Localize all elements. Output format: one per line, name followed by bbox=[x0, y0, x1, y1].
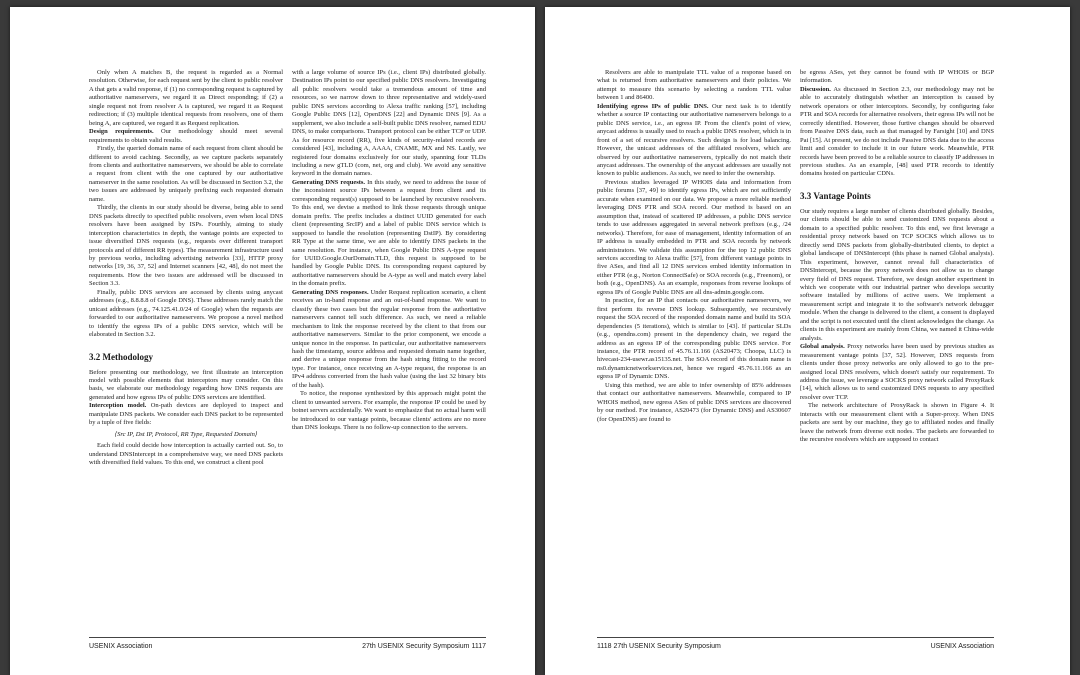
body-paragraph bbox=[597, 297, 791, 382]
footer-left-text: 1118 27th USENIX Security Symposium bbox=[597, 643, 721, 650]
paragraph-text: Proxy networks have been used by previous studies as measurement vantage points [37, 52]. However, DNS requests from clients under those proxy networks are only allowed to go to the pre-assigned local DNS resolvers, which doesn't satisfy our requirement. To address the issue, we leverage a SOCKS proxy network called ProxyRack [14], which allows us to send customized DNS requests to any specified resolver over TCP. bbox=[800, 343, 994, 401]
paragraph-text: Only when A matches B, the request is regarded as a Normal resolution. Otherwise, for each request sent by the client to public resolver A that gets a valid response, if (1) no corresponding request is captured by authoritative nameservers, we regard it as Direct responding; if (2) a single request not from resolver A is captured, we regard it as Request redirection; if (3) multiple identical requests from resolvers, one of them being A, are captured, we regard it as Request replication. bbox=[89, 69, 283, 127]
paragraph-text: be egress ASes, yet they cannot be found with IP WHOIS or BGP information. bbox=[800, 69, 994, 85]
run-in-heading: Design requirements. bbox=[89, 128, 154, 136]
paragraph-text: As discussed in Section 2.3, our methodology may not be able to accurately distinguish whether an interception is caused by network operators or other interceptors. Secondly, by configuring fake PTR and SOA records for alternative resolvers, their egress IPs will not be correctly identified. However, those furtive changes should be observed from Passive DNS data, such as that managed by Farsight [10] and DNS Pai [15]. At present, we do not include Passive DNS data due to the access limit and consider to include it in our future work. Meanwhile, PTR records have been proved to be a reliable source to classify IP addresses in previous studies. As an example, [48] used PTR records to identify domains hosted on particular CDNs. bbox=[800, 85, 994, 178]
body-paragraph bbox=[89, 369, 283, 403]
run-in-heading: Generating DNS responses. bbox=[292, 288, 369, 296]
body-paragraph bbox=[89, 128, 283, 145]
body-paragraph bbox=[292, 390, 486, 432]
body-paragraph bbox=[89, 442, 283, 467]
paragraph-text: In this study, we need to address the issue of the inconsistent source IPs between a request from client and its corresponding request(s) supposed to be launched by recursive resolvers. To this end, we devise a method to link those requests through unique domain prefix. The prefix includes a distinct UUID generated for each client (representing SrcIP) and a label of public DNS service which is supposed to handle the resolution (representing DstIP). By considering RR Type at the same time, we are able to identify DNS packets in the same resolution. For instance, when Google Public DNS A-type request for UUID.Google.OurDomain.TLD, this request is supposed to be handled by Google Public DNS. Its corresponding request captured by authoritative nameservers should be A-type as well and match every label in the domain prefix. bbox=[292, 178, 487, 288]
paragraph-text: Under Request replication scenario, a client receives an in-band response and an out-of-band response. We want to classify these two cases but the regular response from the authoritative nameservers cannot tell such difference. As such, we need a reliable mechanism to link the response received by the client to that from our authoritative nameservers. Similar to the prior component, we encode a unique nonce in the response. In particular, our authoritative nameservers hash the timestamp, source address and requested domain name together, and derive a unique response from the hash string fitting to the record type. For instance, once receiving an A-type request, the response is an IPv4 address converted from the hash value (using the last 32 binary bits of the hash). bbox=[292, 288, 486, 389]
body-paragraph bbox=[800, 86, 994, 179]
paragraph-text: Using this method, we are able to infer ownership of 85% addresses that contact our authoritative nameservers. Meanwhile, compared to IP WHOIS method, new egress ASes of public DNS services are discovered by our method. For instance, AS20473 (for Dynamic DNS) and AS30607 (for OpenDNS) are found to bbox=[597, 381, 791, 423]
body-paragraph bbox=[89, 289, 283, 340]
tuple-formula: ⟨Src IP, Dst IP, Protocol, RR Type, Requested Domain⟩ bbox=[114, 430, 258, 438]
paragraph-text: Previous studies leveraged IP WHOIS data and information from public forums [37, 49] to identify egress IPs, which are not sufficiently accurate when examined on our data. We propose a more reliable method leveraging DNS PTR and SOA record. Our method is based on an assumption that, instead of scattered IP addresses, a public DNS service tends to use addresses aggregated in several network prefixes (e.g., /24 networks). Therefore, for ease of management, identity information of an IP address is usually embedded in PTR and SOA records by network administrators. We validate this assumption for the top 12 public DNS services according to Alexa traffic [57], from different vantage points in five ASes, and find all 12 DNS services embed identity information in either PTR (e.g., Norton ConnectSafe) or SOA records (e.g., Freenom), or both (e.g., OpenDNS). As an example, responses from reverse lookups of egress IPs of Google Public DNS are all dns-admin.google.com. bbox=[597, 178, 791, 296]
body-paragraph bbox=[597, 179, 791, 297]
paragraph-text: Each field could decide how interception is actually carried out. So, to understand DNSIntercept in a comprehensive way, we need DNS packets with diversified field values. To this end, we construct a client pool bbox=[89, 442, 283, 467]
right-page-column-1 bbox=[597, 69, 791, 424]
left-page-footer bbox=[89, 637, 486, 650]
paragraph-text: To notice, the response synthesized by this approach might point the client to unwanted servers. For example, the response IP could be used by botnet servers accidentally. We want to emphasize that no actual harm will be introduced to our vantage points, because clients' actions are no more than DNS lookups. There is no follow-up connection to the servers. bbox=[292, 390, 486, 432]
paragraph-text: On-path devices are deployed to inspect and manipulate DNS packets. We consider each DNS packet to be represented by a tuple of five fields: bbox=[89, 402, 284, 427]
body-paragraph bbox=[89, 145, 283, 204]
paragraph-text: Our study requires a large number of clients distributed globally. Besides, our clients should be able to send customized DNS requests about a domain to a specified public resolver. To this end, we first leverage a residential proxy network based on TCP SOCKS which allows us to directly send DNS packets from globally-distributed clients, to depict a global landscape of DNSIntercept (this phase is named Global analysis). This experiment, however, cannot reveal full characteristics of DNSIntercept, because the proxy network does not allow us to change every field of DNS request. Therefore, we design another experiment in which we cooperate with our industrial partner who develops security software installed by millions of active users. We implement a measurement script and integrate it to the software's network debugger module. When the change is delivered to the client, a consent is displayed and the script is not executed until the client acknowledges the change. As clients in this experiment are mainly from China, we named it China-wide analysis. bbox=[800, 207, 994, 342]
body-paragraph bbox=[800, 69, 994, 86]
paragraph-text: Firstly, the queried domain name of each request from client should be different to avoid caching. Secondly, as we capture packets separately from clients and authoritative nameservers, we should be able to correlate a request from client with the one captured by our authoritative nameserver in the same resolution. As will be discussed in Section 3.2, the two issues are addressed by uniquely prefixing each requested domain name. bbox=[89, 145, 283, 203]
run-in-heading: Global analysis. bbox=[800, 343, 845, 351]
body-paragraph bbox=[89, 402, 283, 427]
body-paragraph bbox=[597, 382, 791, 424]
footer-right-text: USENIX Association bbox=[930, 643, 994, 650]
body-paragraph bbox=[89, 204, 283, 289]
paragraph-text: Before presenting our methodology, we first illustrate an interception model with possible elements that interceptors may consider. On this basis, we elaborate our methodology regarding how DNS requests are generated and how egress IPs of public DNS services are identified. bbox=[89, 368, 283, 401]
left-page-column-2 bbox=[292, 69, 486, 432]
paragraph-text: Our next task is to identify whether a source IP contacting our authoritative nameservers belongs to a public DNS service, i.e., an egress IP. From the client's point of view, anycast address is usually used to reach a public DNS resolver, which is in front of a set of recursive resolvers. Such design is for load balancing. However, the unicast addresses of the affiliated resolvers, which are observed by our authoritative nameservers, typically do not match their anycast addresses. The ownership of the anycast addresses are usually not known to public audiences. As such, we need to infer the ownership. bbox=[597, 102, 791, 178]
body-paragraph bbox=[800, 402, 994, 444]
paragraph-text: Finally, public DNS services are accessed by clients using anycast addresses (e.g., 8.8.8.8 of Google DNS). These addresses rarely match the unicast addresses (e.g., 74.125.41.0/24 of Google) when the requests are forwarded to our authoritative nameservers. We propose a novel method to identify the egress IPs of a public DNS service, which will be elaborated in Section 3.2. bbox=[89, 288, 283, 339]
run-in-heading: Interception model. bbox=[89, 402, 147, 410]
right-page-footer bbox=[597, 637, 994, 650]
run-in-heading: Generating DNS requests. bbox=[292, 178, 366, 186]
paragraph-text: The network architecture of ProxyRack is shown in Figure 4. It interacts with our measurement client with a Super-proxy. When DNS packets are sent by our machine, they go to affiliated nodes and finally leave the network from diverse exit nodes. The packets are forwarded to the recursive resolvers which are supposed to contact bbox=[800, 402, 994, 444]
run-in-heading: Discussion. bbox=[800, 85, 831, 93]
left-page bbox=[10, 7, 535, 675]
body-paragraph bbox=[89, 69, 283, 128]
body-paragraph bbox=[292, 289, 486, 390]
footer-right-text: 27th USENIX Security Symposium 1117 bbox=[362, 643, 486, 650]
section-heading: 3.2 Methodology bbox=[89, 351, 153, 362]
right-page bbox=[545, 7, 1070, 675]
paragraph-text: Our methodology should meet several requirements to obtain valid results. bbox=[89, 128, 283, 144]
body-paragraph bbox=[597, 69, 791, 103]
paragraph-text: with a large volume of source IPs (i.e., client IPs) distributed globally. Destination IPs point to our specified public DNS resolvers. Investigating all public resolvers would take a tremendous amount of time and resources, so we narrow down to three representative and widely-used public DNS services according to Alexa traffic ranking [57], including Google Public DNS [12], OpenDNS [22] and Dynamic DNS [9]. As a supplement, we also include a self-built public DNS resolver, named EDU DNS, to make comparisons. Transport protocol can be either TCP or UDP. As for resource record (RR), five kinds of security-related records are considered [43], including A, AAAA, CNAME, MX and NS. Lastly, we registered four domains exclusively for our study, spanning four TLDs including a new gTLD (com, net, org and club). We avoid any sensitive keyword in the domain names. bbox=[292, 69, 486, 178]
section-heading: 3.3 Vantage Points bbox=[800, 190, 871, 201]
right-page-column-2 bbox=[800, 69, 994, 445]
body-paragraph bbox=[597, 103, 791, 179]
run-in-heading: Identifying egress IPs of public DNS. bbox=[597, 102, 709, 110]
body-paragraph bbox=[292, 179, 486, 289]
body-paragraph bbox=[800, 208, 994, 343]
footer-left-text: USENIX Association bbox=[89, 643, 153, 650]
body-paragraph bbox=[292, 69, 486, 179]
paragraph-text: Thirdly, the clients in our study should be diverse, being able to send DNS packets directly to specified public resolvers, even when local DNS resolvers have been assigned by ISPs. Fourthly, aiming to study interception characteristics in depth, the vantage points are expected to issue diversified DNS requests (e.g., requests over different transport protocols and of different RR types). The measurement infrastructure used by previous works, including advertising networks [33], HTTP proxy networks [19, 36, 37, 52] and Internet scanners [42, 48], do not meet the requirements. How the two issues are addressed will be discussed in Section 3.3. bbox=[89, 204, 283, 288]
paragraph-text: In practice, for an IP that contacts our authoritative nameservers, we first perform its reverse DNS lookup. Subsequently, we recursively request the SOA record of the responded domain name and build its SOA dependencies (5 iterations), which is similar to [43]. If particular SLDs (e.g., opendns.com) present in the dependency chain, we regard the address as an egress IP of the corresponding public DNS service. For instance, the PTR record of 45.76.11.166 (AS20473; Choopa, LLC) is hivecast-234-usewr.as15135.net. The SOA record of this domain name is ns0.dynamicnetworkservices.net, hence we regard 45.76.11.166 as an egress IP of Dynamic DNS. bbox=[597, 297, 791, 381]
body-paragraph bbox=[800, 343, 994, 402]
left-page-column-1 bbox=[89, 69, 283, 467]
paragraph-text: Resolvers are able to manipulate TTL value of a response based on what is returned from authoritative nameservers and their policies. We attempt to measure this scenario by selecting a random TTL value between 1 and 86400. bbox=[597, 69, 791, 102]
